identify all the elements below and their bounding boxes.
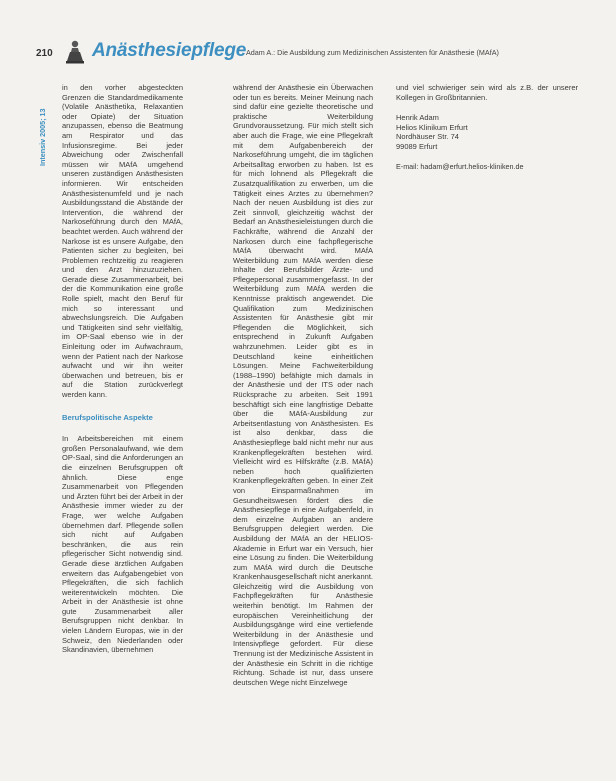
page-number: 210 [36, 48, 53, 59]
body-paragraph: während der Anästhesie ein Überwachen oder tun es bereits. Meiner Meinung nach sind dafür eine gezielte theoretische und praktische Weiterbildung Grundvoraussetzung. Für mich stellt sich aber auch die Frage, wie eine Pflegekraft mit dem Aufgabenbereich der Narkoseführung umgeht, die im täglichen Arbeitsalltag erworben zu haben. Ist es für mich lohnend als Pflegekraft die Zusatzqualifikation zu erwerben, um die Tätigkeit eines Arztes zu übernehmen? Nach der neuen Ausbildung ist dies zur Zeit sinnvoll, gleichzeitig wächst der Bedarf an Anästhesieleistungen durch die Fachkräfte, während die Anzahl der Narkosen durch eine fachpflegerische MAfA überwacht wird. MAfA Weiterbildung zum MAfA werden diese Inhalte der Berufsbilder Ärzte- und Pflegepersonal zusammengefasst. In der Weiterbildung zum MAfA werden die Kenntnisse praktisch angewendet. Die Qualifikation zum Medizinischen Assistenten für Anästhesie gibt mir Pflegenden die Möglichkeit, sich entsprechend in Zukunft Aufgaben wahrzunehmen. Leider gibt es in Deutschland keine einheitlichen Lösungen. Meine Fachweiterbildung (1988–1990) befähigte mich damals in der Anästhesie und der ITS oder nach Rücksprache zu arbeiten. Seit 1991 beschäftigt sich eine langfristige Debatte über die MAfA-Ausbildung zur Arbeitsentlastung von Anästhesisten. Es ist also denkbar, dass die Anästhesiepflege bald nicht mehr nur aus Krankenpflegekräften bestehen wird. Vielleicht wird es Hilfskräfte (z.B. MAfA) neben hoch qualifizierten Krankenpflegekräften geben. In einer Zeit von Einsparmaßnahmen im Gesundheitswesen fördert dies die Anästhesiepflege in eine Aufgabenfeld, in dem einzelne Aufgaben an andere Berufsgruppen delegiert werden. Die Ausbildung der MAfA an der HELIOS-Akademie in Erfurt war ein Versuch, hier eine Lösung zu finden. Die Weiterbildung zum MAfA wird durch die Deutsche Krankenhausgesellschaft nicht anerkannt. Gleichzeitig wird die Ausbildung von Fachpflegekräften für Anästhesie weiterhin benötigt. Im Rahmen der europäischen Vereinheitlichung der Ausbildungsgänge wird eine vertiefende Weiterbildung in der Anästhesie und Intensivpflege gefordert. Für diese Trennung ist der Medizinische Assistent in der Anästhesie ein Schritt in die richtige Richtung. Schade ist nur, dass unsere deutschen Wege nicht Einzelwege [233, 83, 373, 687]
page-header [36, 40, 596, 64]
author-email: E-mail: hadam@erfurt.helios-kliniken.de [396, 161, 524, 171]
text-column-3 [396, 83, 578, 171]
body-paragraph: In Arbeitsbereichen mit einem großen Personalaufwand, wie dem OP-Saal, sind die Anforderungen an die einzelnen Berufsgruppen oft ähnlich. Diese enge Zusammenarbeit von Pflegenden und Ärzten führt bei der Arbeit in der Anästhesie immer wieder zu der Frage, wer welche Aufgaben übernehmen darf. Pflegende sollen sich nicht auf Aufgaben beschränken, die aus rein pflegerischer Sicht notwendig sind. Gerade diese ärztlichen Aufgaben erweitern das Aufgabengebiet von Pflegekräften, die sich fachlich weiterentwickeln möchten. Die Arbeit in der Anästhesie ist ohne gute Zusammenarbeit aller Berufsgruppen nicht denkbar. In vielen Ländern Europas, wie in der Schweiz, den Niederlanden oder Skandinavien, übernehmen [62, 434, 183, 655]
address-line: 99089 Erfurt [396, 141, 438, 151]
text-column-2 [233, 83, 373, 687]
journal-title: Anästhesiepflege [92, 40, 247, 61]
running-head: Adam A.: Die Ausbildung zum Medizinischen Assistenten für Anästhesie (MAfA) [246, 48, 499, 57]
body-paragraph: in den vorher abgesteckten Grenzen die Standardmedikamente (Volatile Anästhetika, Relaxantien oder Opiate) der Situation anzupassen, ebenso die Beatmung am Respirator und das Infusionsregime. Bei jeder Abweichung oder Zwischenfall müssen wir MAfA umgehend unseren zuständigen Anästhesisten informieren. Wir entscheiden Anästhesistenumfeld und je nach Ausbildungsstand die Abstände der Intervention, die während der Narkoseführung durch den MAfA, beachtet werden. Auch während der Narkose ist es unsere Aufgabe, den Patienten sicher zu begleiten, bei Problemen rechtzeitig zu reagieren und den Arzt hinzuzuziehen. Gerade diese Zusammenarbeit, bei der die Kommunikation eine große Rolle spielt, macht den Beruf für mich so interessant und abwechslungsreich. Die Aufgaben und Tätigkeiten sind sehr vielfältig, im OP-Saal ebenso wie in der Einleitung oder im Aufwachraum, wenn der Patient nach der Narkose aufwacht und wir ihn weiter überwachen und betreuen, bis er auf die Station zurückverlegt werden kann. [62, 83, 183, 399]
body-paragraph: und viel schwieriger sein wird als z.B. der unserer Kollegen in Großbritannien. [396, 83, 578, 102]
author-name: Henrik Adam [396, 113, 439, 123]
address-line: Nordhäuser Str. 74 [396, 132, 459, 142]
journal-logo-icon [64, 40, 86, 64]
text-column-1 [62, 83, 183, 655]
side-issue-label: Intensiv 2005; 13 [38, 108, 47, 166]
author-address [396, 113, 578, 151]
section-heading: Berufspolitische Aspekte [62, 412, 153, 422]
address-line: Helios Klinikum Erfurt [396, 122, 468, 132]
